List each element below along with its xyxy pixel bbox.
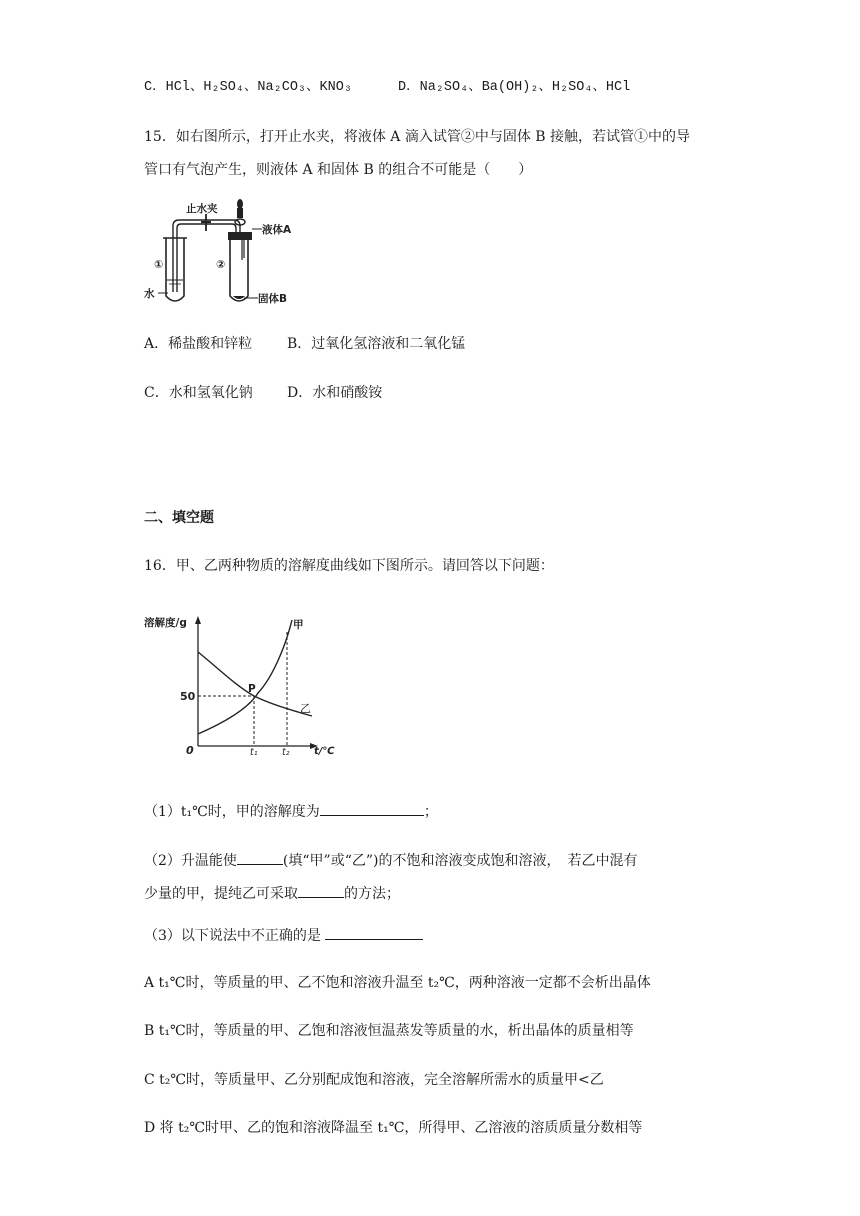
q15-option-c: C．水和氢氧化钠 — [144, 385, 253, 401]
q16-sub2-text4: 的方法； — [344, 886, 400, 902]
q16-sub2-text2: (填“甲”或“乙”)的不饱和溶液变成饱和溶液， 若乙中混有 — [282, 853, 638, 869]
label-liquid-a: 液体A — [262, 224, 292, 236]
point-p-label: P — [248, 683, 256, 695]
q16-sub2-blank1[interactable] — [237, 850, 283, 865]
q16-sub1 — [144, 801, 438, 822]
stopper — [228, 232, 252, 240]
test-tube-apparatus-figure — [140, 196, 300, 308]
q14-option-c: C．HCl、H₂SO₄、Na₂CO₃、KNO₃ — [144, 80, 352, 95]
q16-sub1-suffix: ； — [423, 804, 438, 820]
x-axis-label: t/℃ — [314, 746, 335, 757]
q15-option-a: A．稀盐酸和锌粒 — [144, 336, 253, 352]
x-tick-t1: t₁ — [250, 747, 258, 758]
q16-sub1-text: （1）t₁℃时，甲的溶解度为 — [144, 804, 320, 820]
tube-1-outline — [166, 238, 184, 301]
q16-sub1-blank[interactable] — [320, 801, 424, 816]
x-tick-t2: t₂ — [282, 747, 290, 758]
label-tube-1: ① — [154, 258, 164, 271]
q16-sub2-text3: 少量的甲，提纯乙可采取 — [144, 886, 298, 902]
q16-option-a: A t₁℃时，等质量的甲、乙不饱和溶液升温至 t₂℃，两种溶液一定都不会析出晶体 — [144, 975, 651, 991]
tube-2-outline — [230, 240, 248, 301]
q16-sub3-text: （3）以下说法中不正确的是 — [144, 928, 321, 944]
dropper-bulb-icon — [237, 199, 243, 209]
solubility-chart — [140, 608, 340, 762]
q16-sub3-blank[interactable] — [325, 925, 423, 940]
q15-stem-line2: 管口有气泡产生，则液体 A 和固体 B 的组合不可能是（ ） — [144, 162, 533, 178]
q16-sub2-blank2[interactable] — [298, 883, 344, 898]
q16-sub2-text1: （2）升温能使 — [144, 853, 237, 869]
y-axis-arrow — [195, 616, 201, 624]
q16-stem: 16．甲、乙两种物质的溶解度曲线如下图所示。请回答以下问题： — [144, 558, 554, 574]
label-clamp: 止水夹 — [186, 203, 218, 215]
q16-sub3 — [144, 925, 423, 946]
series-yi-label: 乙 — [300, 702, 311, 715]
q14-option-d: D．Na₂SO₄、Ba(OH)₂、H₂SO₄、HCl — [398, 80, 631, 95]
q15-option-b: B．过氧化氢溶液和二氧化锰 — [287, 336, 466, 352]
y-tick-50: 50 — [180, 690, 196, 703]
q16-option-d: D 将 t₂℃时甲、乙的饱和溶液降温至 t₁℃，所得甲、乙溶液的溶质质量分数相等 — [144, 1120, 643, 1136]
label-water: 水 — [144, 288, 155, 300]
series-jia-label: 甲 — [293, 619, 304, 631]
label-tube-2: ② — [216, 258, 226, 271]
q16-option-c: C t₂℃时，等质量甲、乙分别配成饱和溶液，完全溶解所需水的质量甲<乙 — [144, 1072, 604, 1088]
series-jia-line — [198, 620, 292, 734]
q16-sub2-line1 — [144, 850, 637, 871]
origin-label: 0 — [186, 744, 194, 757]
q15-stem-line1: 15．如右图所示，打开止水夹，将液体 A 滴入试管②中与固体 B 接触，若试管①中的导 — [144, 129, 691, 145]
q16-sub2-line2 — [144, 883, 400, 904]
y-axis-label: 溶解度/g — [144, 617, 187, 629]
label-solid-b: 固体B — [258, 293, 288, 305]
q16-option-b: B t₁℃时，等质量的甲、乙饱和溶液恒温蒸发等质量的水，析出晶体的质量相等 — [144, 1023, 634, 1039]
q15-option-d: D．水和硝酸铵 — [287, 385, 383, 401]
section-title: 二、填空题 — [144, 510, 214, 526]
solid-b — [233, 296, 245, 299]
